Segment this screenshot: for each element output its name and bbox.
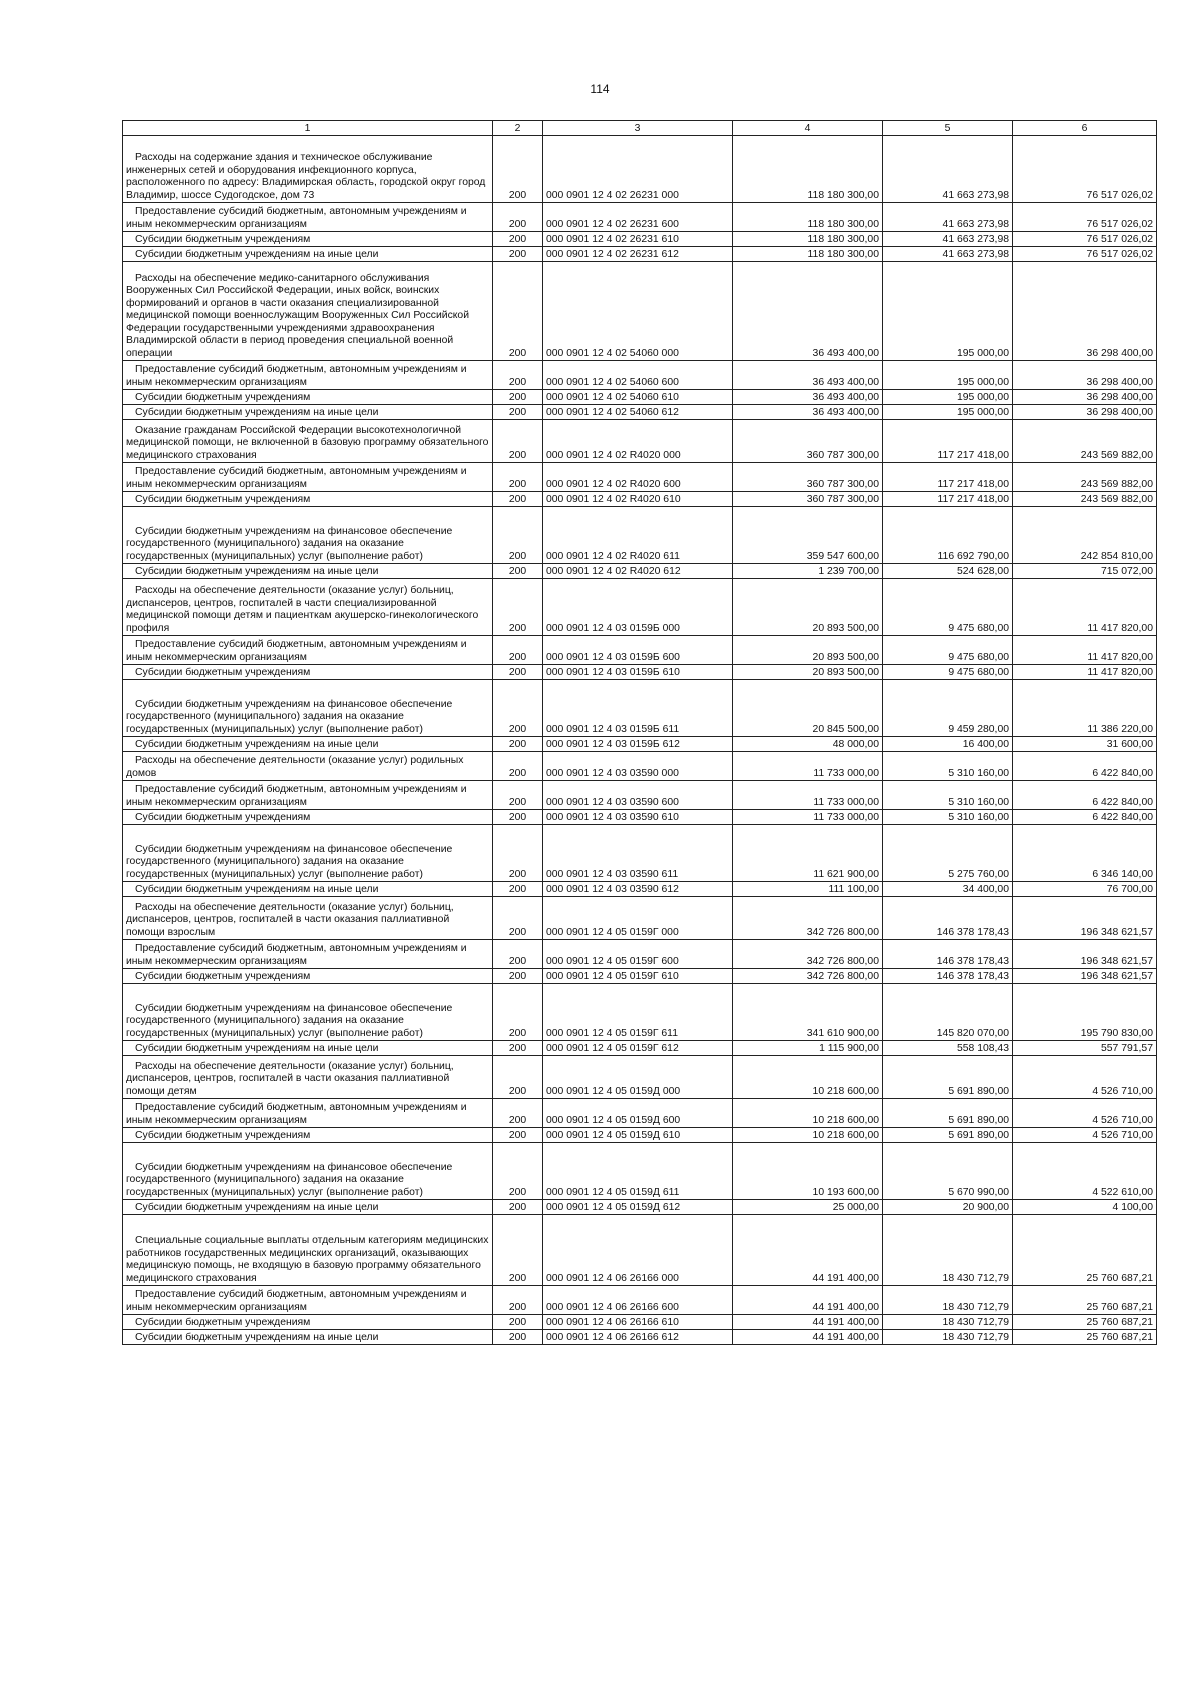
cell-code: 000 0901 12 4 02 54060 610 (543, 390, 733, 405)
cell-c5: 20 900,00 (883, 1200, 1013, 1215)
cell-code: 000 0901 12 4 02 26231 610 (543, 232, 733, 247)
table-row (123, 1143, 1157, 1200)
cell-grbs: 200 (493, 1215, 543, 1286)
header-row (123, 121, 1157, 136)
table-row (123, 1200, 1157, 1215)
cell-c4: 20 893 500,00 (733, 665, 883, 680)
cell-grbs: 200 (493, 737, 543, 752)
cell-name: Расходы на содержание здания и техническое обслуживание инженерных сетей и оборудования инфекционного корпуса, расположенного по адресу: Владимирская область, городской округ город Владимир, шоссе Судогодское, дом 73 (123, 136, 493, 203)
cell-c4: 360 787 300,00 (733, 420, 883, 463)
cell-c5: 5 691 890,00 (883, 1056, 1013, 1099)
column-header: 2 (493, 121, 543, 136)
cell-c4: 360 787 300,00 (733, 492, 883, 507)
cell-c5: 16 400,00 (883, 737, 1013, 752)
cell-c4: 341 610 900,00 (733, 984, 883, 1041)
cell-grbs: 200 (493, 203, 543, 232)
cell-grbs: 200 (493, 897, 543, 940)
cell-c4: 10 218 600,00 (733, 1099, 883, 1128)
cell-grbs: 200 (493, 940, 543, 969)
cell-code: 000 0901 12 4 06 26166 600 (543, 1286, 733, 1315)
cell-c6: 76 517 026,02 (1013, 203, 1157, 232)
cell-name: Расходы на обеспечение деятельности (оказание услуг) больниц, диспансеров, центров, госпиталей в части специализированной медицинской помощи детям и пациенткам акушерско-гинекологического профиля (123, 579, 493, 636)
cell-name: Субсидии бюджетным учреждениям (123, 1315, 493, 1330)
cell-c5: 5 310 160,00 (883, 810, 1013, 825)
cell-grbs: 200 (493, 984, 543, 1041)
cell-c6: 11 386 220,00 (1013, 680, 1157, 737)
cell-c4: 44 191 400,00 (733, 1286, 883, 1315)
cell-c5: 146 378 178,43 (883, 969, 1013, 984)
cell-code: 000 0901 12 4 03 03590 612 (543, 882, 733, 897)
table-row (123, 203, 1157, 232)
cell-c6: 76 700,00 (1013, 882, 1157, 897)
cell-c6: 4 526 710,00 (1013, 1099, 1157, 1128)
cell-c6: 6 346 140,00 (1013, 825, 1157, 882)
cell-c6: 4 522 610,00 (1013, 1143, 1157, 1200)
cell-c6: 6 422 840,00 (1013, 781, 1157, 810)
table-row (123, 1215, 1157, 1286)
cell-c5: 9 475 680,00 (883, 579, 1013, 636)
cell-c4: 10 218 600,00 (733, 1056, 883, 1099)
cell-name: Субсидии бюджетным учреждениям на иные цели (123, 737, 493, 752)
cell-name: Субсидии бюджетным учреждениям на иные цели (123, 564, 493, 579)
cell-c6: 243 569 882,00 (1013, 492, 1157, 507)
cell-c4: 20 893 500,00 (733, 636, 883, 665)
cell-c6: 36 298 400,00 (1013, 262, 1157, 361)
cell-c5: 18 430 712,79 (883, 1286, 1013, 1315)
cell-name: Расходы на обеспечение деятельности (оказание услуг) больниц, диспансеров, центров, госпиталей в части оказания паллиативной помощи детям (123, 1056, 493, 1099)
cell-name: Субсидии бюджетным учреждениям на финансовое обеспечение государственного (муниципального) задания на оказание государственных (муниципальных) услуг (выполнение работ) (123, 825, 493, 882)
cell-name: Субсидии бюджетным учреждениям на финансовое обеспечение государственного (муниципального) задания на оказание государственных (муниципальных) услуг (выполнение работ) (123, 1143, 493, 1200)
cell-name: Субсидии бюджетным учреждениям (123, 390, 493, 405)
cell-grbs: 200 (493, 390, 543, 405)
cell-name: Субсидии бюджетным учреждениям на иные цели (123, 882, 493, 897)
cell-code: 000 0901 12 4 05 0159Д 000 (543, 1056, 733, 1099)
cell-code: 000 0901 12 4 02 54060 600 (543, 361, 733, 390)
cell-code: 000 0901 12 4 03 0159Б 612 (543, 737, 733, 752)
cell-name: Специальные социальные выплаты отдельным категориям медицинских работников государственных медицинских организаций, оказывающих медицинскую помощь, не входящую в базовую программу обязательного медицинского страхования (123, 1215, 493, 1286)
cell-name: Субсидии бюджетным учреждениям на финансовое обеспечение государственного (муниципального) задания на оказание государственных (муниципальных) услуг (выполнение работ) (123, 984, 493, 1041)
cell-c6: 36 298 400,00 (1013, 405, 1157, 420)
cell-c6: 11 417 820,00 (1013, 579, 1157, 636)
cell-grbs: 200 (493, 781, 543, 810)
cell-c6: 76 517 026,02 (1013, 232, 1157, 247)
cell-name: Предоставление субсидий бюджетным, автономным учреждениям и иным некоммерческим организациям (123, 361, 493, 390)
cell-c6: 25 760 687,21 (1013, 1330, 1157, 1345)
cell-code: 000 0901 12 4 05 0159Г 611 (543, 984, 733, 1041)
cell-c6: 4 526 710,00 (1013, 1128, 1157, 1143)
cell-c4: 111 100,00 (733, 882, 883, 897)
cell-c4: 36 493 400,00 (733, 390, 883, 405)
table-row (123, 390, 1157, 405)
table-row (123, 463, 1157, 492)
cell-c4: 342 726 800,00 (733, 940, 883, 969)
cell-c5: 5 691 890,00 (883, 1099, 1013, 1128)
cell-c5: 145 820 070,00 (883, 984, 1013, 1041)
cell-c5: 9 475 680,00 (883, 665, 1013, 680)
cell-c5: 5 691 890,00 (883, 1128, 1013, 1143)
cell-c4: 359 547 600,00 (733, 507, 883, 564)
cell-name: Предоставление субсидий бюджетным, автономным учреждениям и иным некоммерческим организациям (123, 1099, 493, 1128)
table-row (123, 984, 1157, 1041)
table-row (123, 579, 1157, 636)
cell-c5: 146 378 178,43 (883, 940, 1013, 969)
cell-code: 000 0901 12 4 02 R4020 611 (543, 507, 733, 564)
table-row (123, 825, 1157, 882)
table-row (123, 247, 1157, 262)
cell-code: 000 0901 12 4 03 0159Б 000 (543, 579, 733, 636)
cell-name: Субсидии бюджетным учреждениям (123, 665, 493, 680)
cell-c6: 4 100,00 (1013, 1200, 1157, 1215)
cell-grbs: 200 (493, 579, 543, 636)
cell-name: Субсидии бюджетным учреждениям (123, 232, 493, 247)
cell-name: Субсидии бюджетным учреждениям на иные цели (123, 247, 493, 262)
cell-code: 000 0901 12 4 05 0159Г 000 (543, 897, 733, 940)
cell-c4: 11 733 000,00 (733, 781, 883, 810)
cell-grbs: 200 (493, 564, 543, 579)
cell-grbs: 200 (493, 405, 543, 420)
cell-c6: 243 569 882,00 (1013, 463, 1157, 492)
cell-grbs: 200 (493, 136, 543, 203)
cell-c6: 4 526 710,00 (1013, 1056, 1157, 1099)
cell-c5: 5 275 760,00 (883, 825, 1013, 882)
cell-c4: 20 893 500,00 (733, 579, 883, 636)
cell-c6: 557 791,57 (1013, 1041, 1157, 1056)
cell-grbs: 200 (493, 1041, 543, 1056)
cell-code: 000 0901 12 4 06 26166 000 (543, 1215, 733, 1286)
cell-c4: 44 191 400,00 (733, 1315, 883, 1330)
cell-name: Субсидии бюджетным учреждениям (123, 1128, 493, 1143)
cell-code: 000 0901 12 4 02 26231 600 (543, 203, 733, 232)
cell-c4: 36 493 400,00 (733, 405, 883, 420)
cell-name: Предоставление субсидий бюджетным, автономным учреждениям и иным некоммерческим организациям (123, 203, 493, 232)
cell-code: 000 0901 12 4 05 0159Г 600 (543, 940, 733, 969)
cell-c5: 195 000,00 (883, 405, 1013, 420)
cell-grbs: 200 (493, 1143, 543, 1200)
cell-grbs: 200 (493, 507, 543, 564)
table-row (123, 940, 1157, 969)
table-row (123, 405, 1157, 420)
cell-code: 000 0901 12 4 02 R4020 000 (543, 420, 733, 463)
cell-code: 000 0901 12 4 06 26166 612 (543, 1330, 733, 1345)
cell-code: 000 0901 12 4 03 03590 000 (543, 752, 733, 781)
cell-c4: 11 733 000,00 (733, 810, 883, 825)
cell-grbs: 200 (493, 825, 543, 882)
cell-grbs: 200 (493, 232, 543, 247)
cell-grbs: 200 (493, 262, 543, 361)
cell-grbs: 200 (493, 810, 543, 825)
cell-code: 000 0901 12 4 03 0159Б 600 (543, 636, 733, 665)
cell-code: 000 0901 12 4 05 0159Д 611 (543, 1143, 733, 1200)
cell-c5: 117 217 418,00 (883, 420, 1013, 463)
cell-c5: 41 663 273,98 (883, 136, 1013, 203)
table-row (123, 636, 1157, 665)
cell-c4: 10 193 600,00 (733, 1143, 883, 1200)
table-row (123, 507, 1157, 564)
column-header: 1 (123, 121, 493, 136)
table-row (123, 1099, 1157, 1128)
cell-c6: 6 422 840,00 (1013, 810, 1157, 825)
page-number: 114 (590, 82, 610, 96)
cell-name: Предоставление субсидий бюджетным, автономным учреждениям и иным некоммерческим организациям (123, 636, 493, 665)
cell-c6: 76 517 026,02 (1013, 136, 1157, 203)
table-row (123, 420, 1157, 463)
cell-c5: 18 430 712,79 (883, 1215, 1013, 1286)
cell-name: Субсидии бюджетным учреждениям на иные цели (123, 405, 493, 420)
table-row (123, 897, 1157, 940)
cell-c4: 44 191 400,00 (733, 1330, 883, 1345)
cell-c4: 342 726 800,00 (733, 897, 883, 940)
cell-grbs: 200 (493, 1099, 543, 1128)
cell-name: Субсидии бюджетным учреждениям на иные цели (123, 1041, 493, 1056)
cell-c4: 118 180 300,00 (733, 203, 883, 232)
cell-code: 000 0901 12 4 02 26231 612 (543, 247, 733, 262)
cell-c5: 524 628,00 (883, 564, 1013, 579)
cell-c5: 558 108,43 (883, 1041, 1013, 1056)
cell-grbs: 200 (493, 969, 543, 984)
cell-grbs: 200 (493, 247, 543, 262)
cell-c5: 41 663 273,98 (883, 203, 1013, 232)
cell-c4: 118 180 300,00 (733, 247, 883, 262)
cell-c4: 118 180 300,00 (733, 232, 883, 247)
cell-c4: 36 493 400,00 (733, 361, 883, 390)
cell-name: Субсидии бюджетным учреждениям (123, 969, 493, 984)
cell-c6: 195 790 830,00 (1013, 984, 1157, 1041)
cell-c6: 25 760 687,21 (1013, 1215, 1157, 1286)
cell-c4: 20 845 500,00 (733, 680, 883, 737)
cell-c6: 36 298 400,00 (1013, 390, 1157, 405)
table-row (123, 781, 1157, 810)
cell-code: 000 0901 12 4 05 0159Г 612 (543, 1041, 733, 1056)
cell-grbs: 200 (493, 1315, 543, 1330)
cell-c6: 25 760 687,21 (1013, 1315, 1157, 1330)
cell-c5: 146 378 178,43 (883, 897, 1013, 940)
table-row (123, 810, 1157, 825)
column-header: 5 (883, 121, 1013, 136)
cell-grbs: 200 (493, 882, 543, 897)
table-row (123, 882, 1157, 897)
cell-c6: 31 600,00 (1013, 737, 1157, 752)
table-row (123, 262, 1157, 361)
table-row (123, 492, 1157, 507)
cell-c6: 76 517 026,02 (1013, 247, 1157, 262)
cell-name: Предоставление субсидий бюджетным, автономным учреждениям и иным некоммерческим организациям (123, 940, 493, 969)
cell-code: 000 0901 12 4 05 0159Д 612 (543, 1200, 733, 1215)
cell-c6: 196 348 621,57 (1013, 969, 1157, 984)
table-row (123, 1330, 1157, 1345)
cell-c5: 9 475 680,00 (883, 636, 1013, 665)
cell-c5: 41 663 273,98 (883, 232, 1013, 247)
cell-c6: 36 298 400,00 (1013, 361, 1157, 390)
cell-c6: 196 348 621,57 (1013, 897, 1157, 940)
cell-c5: 9 459 280,00 (883, 680, 1013, 737)
cell-c4: 1 115 900,00 (733, 1041, 883, 1056)
cell-c5: 41 663 273,98 (883, 247, 1013, 262)
cell-code: 000 0901 12 4 03 0159Б 610 (543, 665, 733, 680)
cell-c4: 44 191 400,00 (733, 1215, 883, 1286)
cell-name: Предоставление субсидий бюджетным, автономным учреждениям и иным некоммерческим организациям (123, 1286, 493, 1315)
cell-c5: 34 400,00 (883, 882, 1013, 897)
table-row (123, 1286, 1157, 1315)
cell-code: 000 0901 12 4 06 26166 610 (543, 1315, 733, 1330)
cell-code: 000 0901 12 4 02 R4020 600 (543, 463, 733, 492)
cell-grbs: 200 (493, 752, 543, 781)
table-row (123, 1056, 1157, 1099)
cell-code: 000 0901 12 4 02 R4020 612 (543, 564, 733, 579)
cell-c4: 48 000,00 (733, 737, 883, 752)
table-row (123, 564, 1157, 579)
cell-name: Субсидии бюджетным учреждениям на финансовое обеспечение государственного (муниципального) задания на оказание государственных (муниципальных) услуг (выполнение работ) (123, 507, 493, 564)
cell-code: 000 0901 12 4 03 03590 600 (543, 781, 733, 810)
cell-c6: 11 417 820,00 (1013, 636, 1157, 665)
table-row (123, 232, 1157, 247)
cell-c6: 11 417 820,00 (1013, 665, 1157, 680)
cell-grbs: 200 (493, 1200, 543, 1215)
cell-code: 000 0901 12 4 02 54060 000 (543, 262, 733, 361)
cell-name: Оказание гражданам Российской Федерации высокотехнологичной медицинской помощи, не включенной в базовую программу обязательного медицинского страхования (123, 420, 493, 463)
cell-c5: 18 430 712,79 (883, 1315, 1013, 1330)
cell-grbs: 200 (493, 1056, 543, 1099)
cell-code: 000 0901 12 4 03 0159Б 611 (543, 680, 733, 737)
table-row (123, 1041, 1157, 1056)
cell-c5: 18 430 712,79 (883, 1330, 1013, 1345)
cell-name: Субсидии бюджетным учреждениям на финансовое обеспечение государственного (муниципального) задания на оказание государственных (муниципальных) услуг (выполнение работ) (123, 680, 493, 737)
cell-c4: 11 621 900,00 (733, 825, 883, 882)
cell-c5: 5 670 990,00 (883, 1143, 1013, 1200)
cell-c4: 118 180 300,00 (733, 136, 883, 203)
cell-c5: 116 692 790,00 (883, 507, 1013, 564)
column-header: 3 (543, 121, 733, 136)
budget-table (122, 120, 1157, 1345)
column-header: 6 (1013, 121, 1157, 136)
cell-grbs: 200 (493, 1128, 543, 1143)
cell-name: Расходы на обеспечение деятельности (оказание услуг) родильных домов (123, 752, 493, 781)
cell-grbs: 200 (493, 361, 543, 390)
cell-c4: 36 493 400,00 (733, 262, 883, 361)
cell-name: Субсидии бюджетным учреждениям (123, 492, 493, 507)
cell-c5: 117 217 418,00 (883, 492, 1013, 507)
table-row (123, 737, 1157, 752)
cell-grbs: 200 (493, 680, 543, 737)
cell-code: 000 0901 12 4 05 0159Д 600 (543, 1099, 733, 1128)
cell-c5: 195 000,00 (883, 262, 1013, 361)
cell-c5: 5 310 160,00 (883, 752, 1013, 781)
table-row (123, 136, 1157, 203)
table-row (123, 665, 1157, 680)
cell-code: 000 0901 12 4 03 03590 611 (543, 825, 733, 882)
cell-name: Расходы на обеспечение деятельности (оказание услуг) больниц, диспансеров, центров, госпиталей в части оказания паллиативной помощи взрослым (123, 897, 493, 940)
cell-name: Предоставление субсидий бюджетным, автономным учреждениям и иным некоммерческим организациям (123, 463, 493, 492)
cell-grbs: 200 (493, 636, 543, 665)
cell-code: 000 0901 12 4 02 54060 612 (543, 405, 733, 420)
cell-c4: 342 726 800,00 (733, 969, 883, 984)
cell-c6: 243 569 882,00 (1013, 420, 1157, 463)
table-row (123, 1128, 1157, 1143)
cell-c4: 10 218 600,00 (733, 1128, 883, 1143)
cell-c5: 195 000,00 (883, 390, 1013, 405)
cell-c5: 195 000,00 (883, 361, 1013, 390)
column-header: 4 (733, 121, 883, 136)
cell-c4: 360 787 300,00 (733, 463, 883, 492)
cell-c4: 25 000,00 (733, 1200, 883, 1215)
table-row (123, 361, 1157, 390)
cell-grbs: 200 (493, 492, 543, 507)
cell-code: 000 0901 12 4 02 26231 000 (543, 136, 733, 203)
table-body (123, 136, 1157, 1345)
table-row (123, 1315, 1157, 1330)
table-row (123, 969, 1157, 984)
cell-c5: 5 310 160,00 (883, 781, 1013, 810)
cell-code: 000 0901 12 4 05 0159Д 610 (543, 1128, 733, 1143)
table-row (123, 752, 1157, 781)
cell-grbs: 200 (493, 420, 543, 463)
cell-grbs: 200 (493, 463, 543, 492)
cell-code: 000 0901 12 4 02 R4020 610 (543, 492, 733, 507)
cell-c6: 242 854 810,00 (1013, 507, 1157, 564)
cell-code: 000 0901 12 4 05 0159Г 610 (543, 969, 733, 984)
cell-grbs: 200 (493, 1330, 543, 1345)
cell-name: Расходы на обеспечение медико-санитарного обслуживания Вооруженных Сил Российской Федерации, иных войск, воинских формирований и органов в части оказания специализированной медицинской помощи военнослужащим Вооруженных Сил Российской Федерации государственными учреждениями здравоохранения Владимирской области в период проведения специальной военной операции (123, 262, 493, 361)
cell-c5: 117 217 418,00 (883, 463, 1013, 492)
cell-grbs: 200 (493, 1286, 543, 1315)
cell-c6: 25 760 687,21 (1013, 1286, 1157, 1315)
table-row (123, 680, 1157, 737)
cell-name: Субсидии бюджетным учреждениям (123, 810, 493, 825)
cell-c6: 6 422 840,00 (1013, 752, 1157, 781)
cell-c4: 1 239 700,00 (733, 564, 883, 579)
cell-c6: 715 072,00 (1013, 564, 1157, 579)
cell-name: Предоставление субсидий бюджетным, автономным учреждениям и иным некоммерческим организациям (123, 781, 493, 810)
cell-grbs: 200 (493, 665, 543, 680)
cell-name: Субсидии бюджетным учреждениям на иные цели (123, 1330, 493, 1345)
cell-c6: 196 348 621,57 (1013, 940, 1157, 969)
cell-name: Субсидии бюджетным учреждениям на иные цели (123, 1200, 493, 1215)
cell-code: 000 0901 12 4 03 03590 610 (543, 810, 733, 825)
cell-c4: 11 733 000,00 (733, 752, 883, 781)
